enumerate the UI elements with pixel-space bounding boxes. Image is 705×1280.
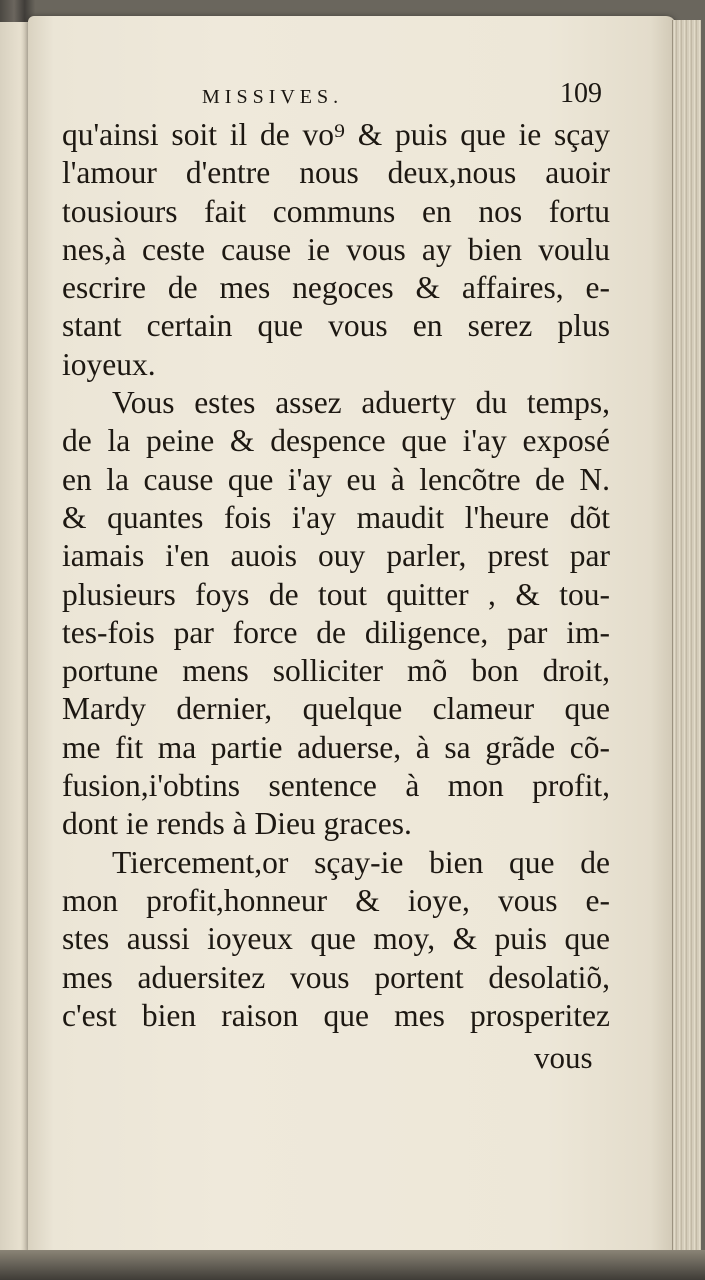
text-line: Mardy dernier, quelque clameur que: [62, 691, 610, 727]
text-line: c'est bien raison que mes prosperitez: [62, 997, 610, 1033]
text-line: portune mens solliciter mõ bon droit,: [62, 653, 610, 689]
text-line: l'amour d'entre nous deux,nous auoir: [62, 155, 610, 191]
binding-shadow: [0, 1250, 705, 1280]
text-line: tousiours fait communs en nos fortu: [62, 193, 610, 229]
page-edges-stack: [672, 20, 701, 1252]
body-text: [62, 116, 610, 1035]
page-header: [72, 78, 602, 118]
text-line: plusieurs foys de tout quitter , & tou-: [62, 576, 610, 612]
text-line: stant certain que vous en serez plus: [62, 308, 610, 344]
text-line: Vous estes assez aduerty du temps,: [112, 385, 610, 421]
text-line: Tiercement,or sçay-ie bien que de: [112, 844, 610, 880]
page-number: 109: [560, 78, 602, 109]
text-line: escrire de mes negoces & affaires, e-: [62, 270, 610, 306]
text-line: de la peine & despence que i'ay exposé: [62, 423, 610, 459]
text-line: mon profit,honneur & ioye, vous e-: [62, 882, 610, 918]
text-line: fusion,i'obtins sentence à mon profit,: [62, 768, 610, 804]
catchword: vous: [534, 1040, 593, 1075]
text-line: iamais i'en auois ouy parler, prest par: [62, 538, 610, 574]
text-line: nes,à ceste cause ie vous ay bien voulu: [62, 231, 610, 267]
text-line: qu'ainsi soit il de vo⁹ & puis que ie sçay: [62, 117, 610, 152]
text-line: en la cause que i'ay eu à lencõtre de N.: [62, 461, 610, 497]
text-line: & quantes fois i'ay maudit l'heure dõt: [62, 499, 610, 535]
text-line: ioyeux.: [62, 346, 156, 382]
running-head: MISSIVES.: [202, 86, 344, 108]
text-line: me fit ma partie aduerse, à sa grãde cõ-: [62, 729, 610, 765]
text-line: stes aussi ioyeux que moy, & puis que: [62, 921, 610, 957]
text-line: mes aduersitez vous portent desolatiõ,: [62, 959, 610, 995]
text-line: dont ie rends à Dieu graces.: [62, 806, 412, 842]
text-line: tes-fois par force de diligence, par im-: [62, 614, 610, 650]
